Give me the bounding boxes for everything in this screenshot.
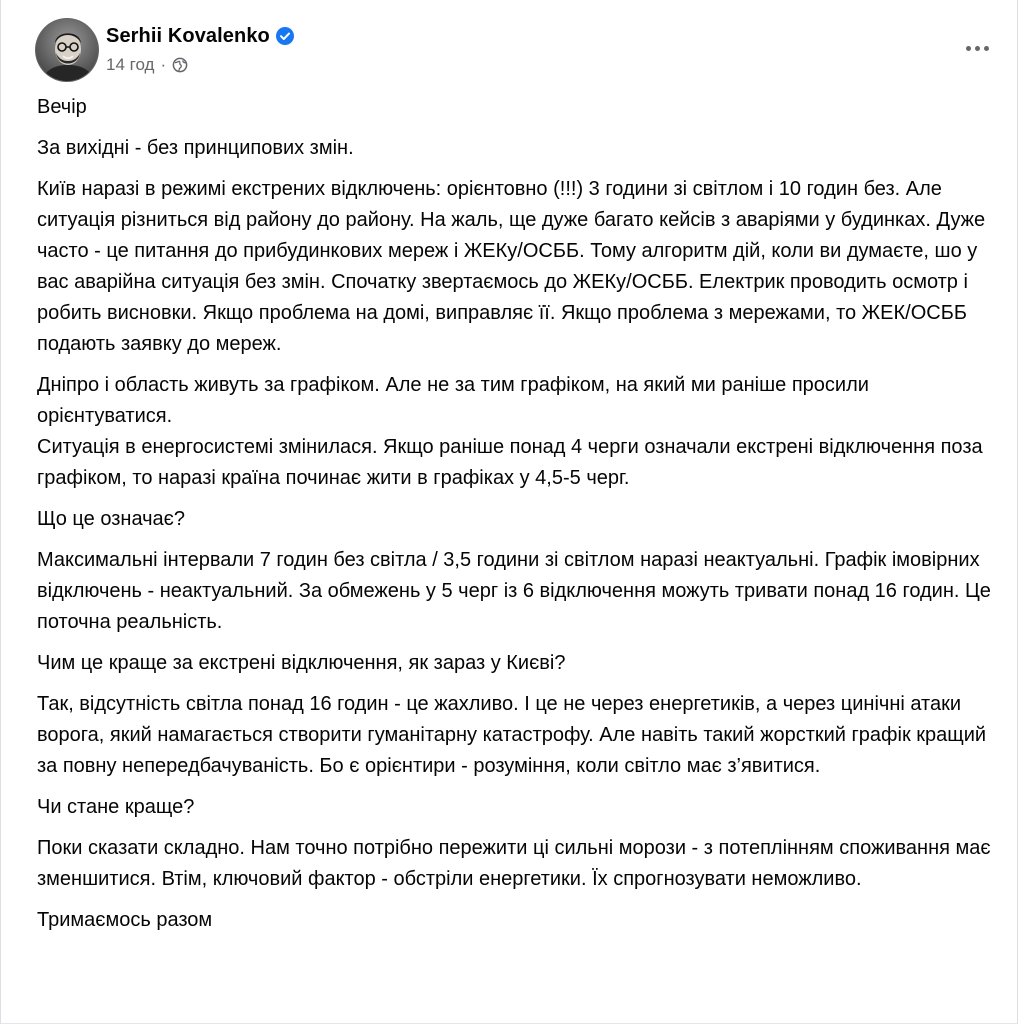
author-row — [106, 22, 294, 50]
meta-separator: · — [160, 55, 167, 74]
more-options-icon[interactable] — [959, 36, 995, 60]
post-paragraph: Вечір — [37, 96, 87, 118]
post-header — [35, 18, 995, 82]
post-paragraph: За вихідні - без принципових змін. — [37, 137, 354, 159]
verified-badge-icon — [276, 27, 294, 45]
post-paragraph: Чи стане краще? — [37, 796, 195, 818]
author-avatar[interactable] — [35, 18, 99, 82]
post-paragraph: Дніпро і область живуть за графіком. Але не за тим графіком, на який ми раніше просили орієнтуватися. Ситуація в енергосистемі змінилася. Якщо раніше понад 4 черги означали екстрені відключення поза графіком, то наразі країна починає жити в графіках у 4,5-5 черг. — [37, 374, 983, 489]
post-paragraph: Поки сказати складно. Нам точно потрібно пережити ці сильні морози - з потеплінням споживання має зменшитися. Втім, ключовий фактор - обстріли енергетики. Їх спрогнозувати неможливо. — [37, 837, 991, 890]
post-paragraph: Київ наразі в режимі екстрених відключень: орієнтовно (!!!) 3 години зі світлом і 10 годин без. Але ситуація різниться від району до району. На жаль, ще дуже багато кейсів з аваріями у будинках. Дуже часто - це питання до прибудинкових мереж і ЖЕКу/ОСББ. Тому алгоритм дій, коли ви думаєте, шо у вас аварійна ситуація без змін. Спочатку звертаємось до ЖЕКу/ОСББ. Електрик проводить осмотр і робить висновки. Якщо проблема на домі, виправляє її. Якщо проблема з мережами, то ЖЕК/ОСББ подають заявку до мереж. — [37, 178, 986, 355]
post-paragraph: Так, відсутність світла понад 16 годин - це жахливо. І це не через енергетиків, а через цинічні атаки ворога, який намагається створити гуманітарну катастрофу. Але навіть такий жорсткий графік кращий за повну непередбачуваність. Бо є орієнтири - розуміння, коли світло має з’явитися. — [37, 693, 987, 777]
avatar-photo — [36, 19, 99, 82]
author-name[interactable]: Serhii Kovalenko — [106, 24, 270, 47]
post-paragraph: Що це означає? — [37, 508, 186, 530]
post-meta — [106, 54, 294, 76]
post-paragraph: Максимальні інтервали 7 годин без світла / 3,5 години зі світлом наразі неактуальні. Графік імовірних відключень - неактуальний. За обмежень у 5 черг із 6 відключення можуть тривати понад 16 годин. Це поточна реальність. — [37, 549, 991, 633]
post-paragraph: Чим це краще за екстрені відключення, як зараз у Києві? — [37, 652, 566, 674]
more-dot — [975, 46, 980, 51]
author-info — [106, 22, 294, 76]
more-dot — [966, 46, 971, 51]
post-timestamp[interactable]: 14 год — [106, 55, 155, 74]
post-text — [37, 92, 997, 946]
globe-icon[interactable] — [172, 57, 188, 73]
post-paragraph: Тримаємось разом — [37, 909, 213, 931]
more-dot — [984, 46, 989, 51]
